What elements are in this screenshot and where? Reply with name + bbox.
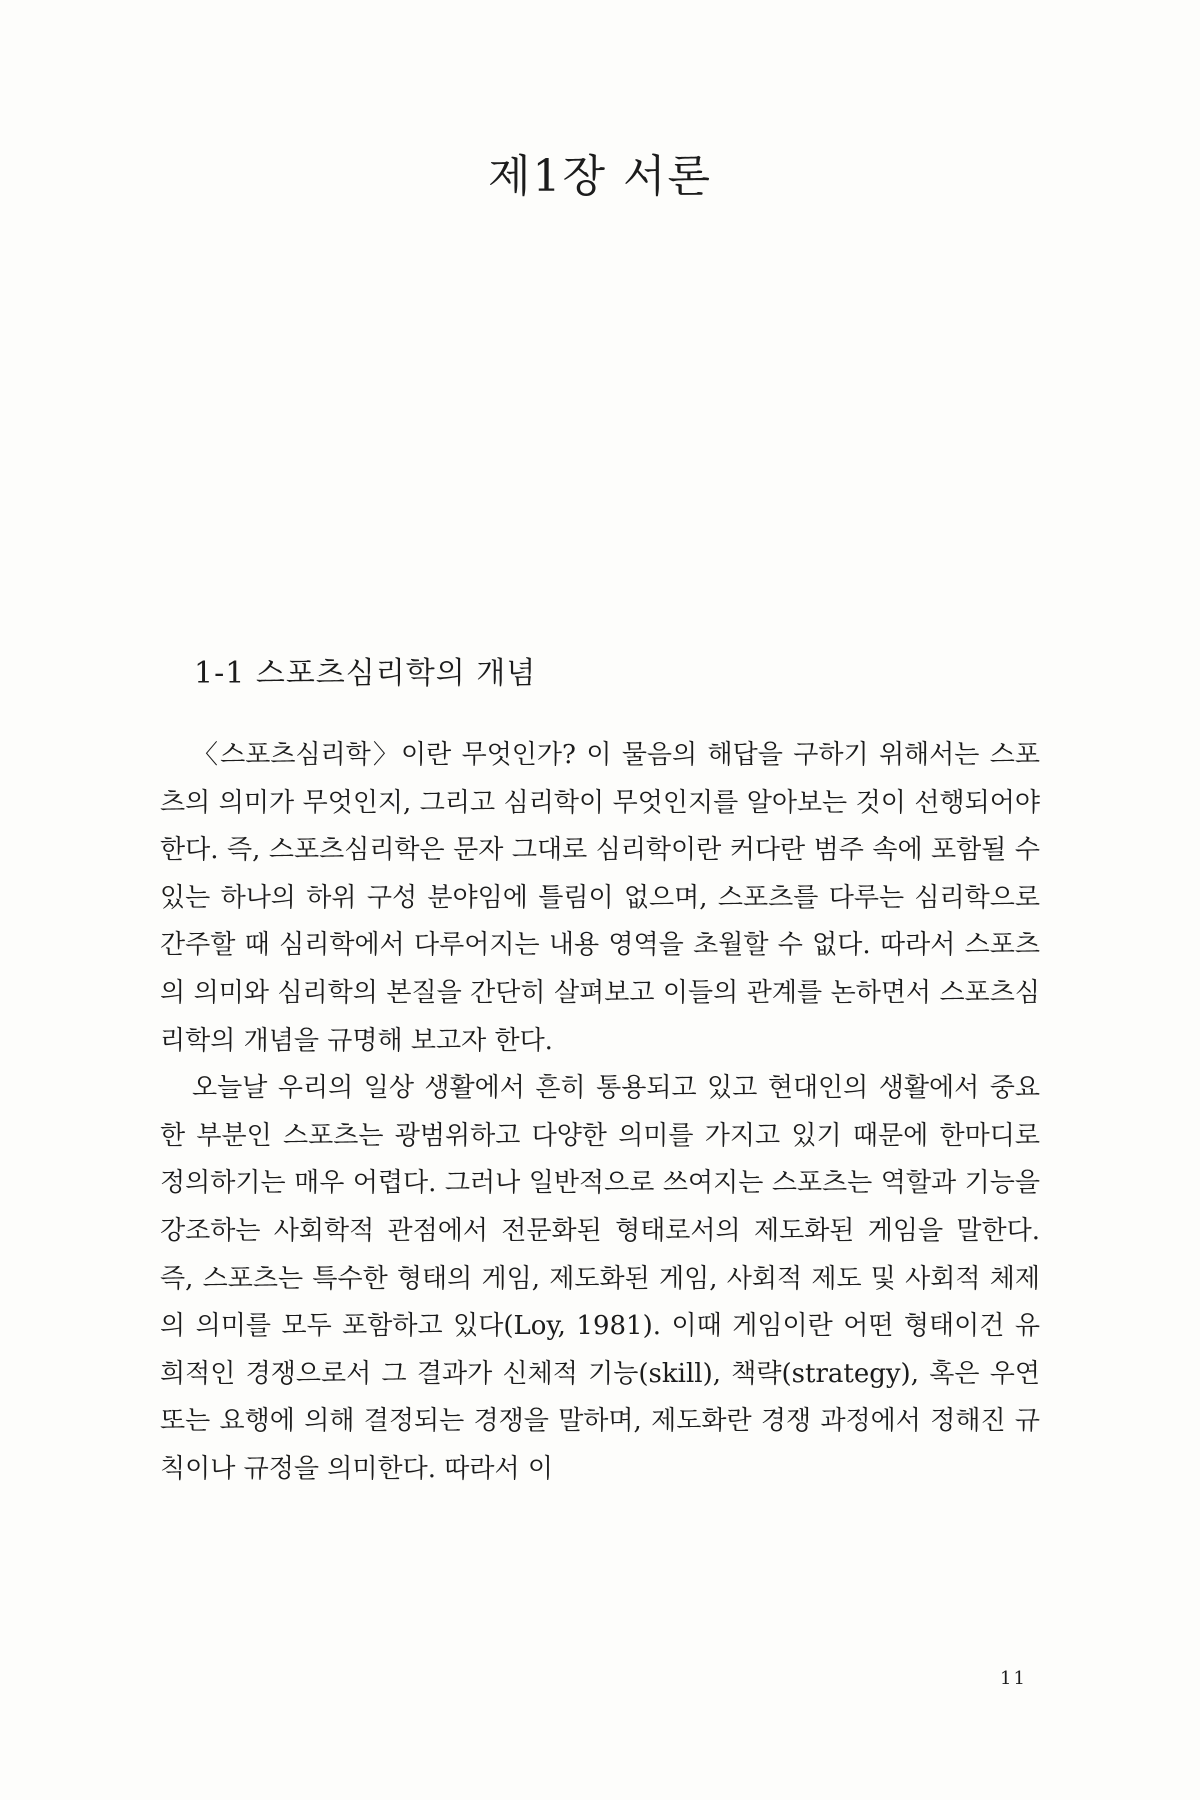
chapter-title: 제1장 서론 xyxy=(488,151,712,202)
section-heading: 1-1 스포츠심리학의 개념 xyxy=(194,656,537,691)
paragraph-1: 〈스포츠심리학〉이란 무엇인가? 이 물음의 해답을 구하기 위해서는 스포츠의 의미가 무엇인지, 그리고 심리학이 무엇인지를 알아보는 것이 선행되어야 한다. 즉, 스포츠심리학은 문자 그대로 심리학이란 커다란 범주 속에 포함될 수 있는 하나의 하위 구성 분야임에 틀림이 없으며, 스포츠를 다루는 심리학으로 간주할 때 심리학에서 다루어지는 내용 영역을 초월할 수 없다. 따라서 스포츠의 의미와 심리학의 본질을 간단히 살펴보고 이들의 관계를 논하면서 스포츠심리학의 개념을 규명해 보고자 한다. xyxy=(160,740,1040,1056)
body-text xyxy=(160,732,1040,1494)
page-number: 11 xyxy=(1000,1668,1027,1689)
paragraph-2: 오늘날 우리의 일상 생활에서 흔히 통용되고 있고 현대인의 생활에서 중요한 부분인 스포츠는 광범위하고 다양한 의미를 가지고 있기 때문에 한마디로 정의하기는 매우 어렵다. 그러나 일반적으로 쓰여지는 스포츠는 역할과 기능을 강조하는 사회학적 관점에서 전문화된 형태로서의 제도화된 게임을 말한다. 즉, 스포츠는 특수한 형태의 게임, 제도화된 게임, 사회적 제도 및 사회적 체제의 의미를 모두 포함하고 있다(Loy, 1981). 이때 게임이란 어떤 형태이건 유희적인 경쟁으로서 그 결과가 신체적 기능(skill), 책략(strategy), 혹은 우연 또는 요행에 의해 결정되는 경쟁을 말하며, 제도화란 경쟁 과정에서 정해진 규칙이나 규정을 의미한다. 따라서 이 xyxy=(160,1073,1040,1484)
